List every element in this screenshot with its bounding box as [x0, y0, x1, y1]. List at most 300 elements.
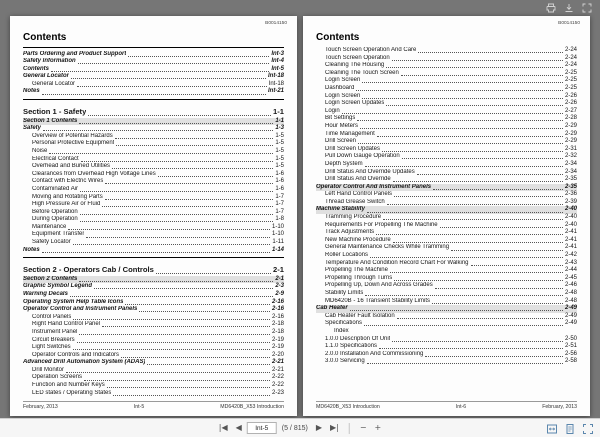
toc-leader-dots: [367, 363, 563, 364]
toc-entry[interactable]: [23, 140, 284, 148]
toc-entry-label: Depth System: [325, 160, 363, 167]
toc-entry-page: 2-25: [564, 69, 577, 76]
toc-leader-dots: [425, 356, 563, 357]
toc-leader-dots: [392, 60, 563, 61]
toc-leader-dots: [73, 319, 270, 320]
toc-entry-page: 2-40: [564, 214, 577, 221]
toc-entry-label: Circuit Breakers: [32, 336, 75, 343]
toc-entry[interactable]: [316, 244, 577, 252]
toc-entry[interactable]: [23, 81, 284, 89]
toc-leader-dots: [376, 234, 563, 235]
toc-entry-page: 2-19: [271, 344, 284, 351]
toc-entry[interactable]: [316, 290, 577, 298]
toc-section-divider: [23, 47, 284, 48]
toc-leader-dots: [367, 212, 563, 213]
toc-entry-label: Contaminated Air: [32, 185, 79, 192]
toc-entry-label: Control Panels: [32, 313, 72, 320]
toc-entry[interactable]: [316, 282, 577, 290]
toc-leader-dots: [49, 153, 273, 154]
toc-leader-dots: [79, 334, 270, 335]
toc-entry-label: Roller Locations: [325, 252, 369, 259]
toc-entry-page: 2-42: [564, 252, 577, 259]
toc-entry-page: 2-31: [564, 145, 577, 152]
toc-entry-page: 2-19: [271, 336, 284, 343]
toc-leader-dots: [383, 219, 563, 220]
toc-entry-label: 2.0.0 Installation And Commissioning: [325, 350, 424, 357]
toc-entry-page: 2-20: [271, 351, 284, 358]
toc-entry-label: General Locator: [23, 73, 70, 80]
toc-leader-dots: [158, 176, 274, 177]
toc-entry[interactable]: [316, 138, 577, 146]
toc-leader-dots: [382, 151, 563, 152]
toc-entry[interactable]: [316, 131, 577, 139]
toc-entry[interactable]: [316, 161, 577, 169]
toc-entry-label: Drill Status And Override Updates: [325, 168, 415, 175]
toc-leader-dots: [121, 357, 270, 358]
toc-entry-label: Parts Ordering and Product Support: [23, 50, 127, 57]
toc-entry[interactable]: [23, 216, 284, 224]
toc-entry[interactable]: [23, 125, 284, 133]
toc-entry-page: 2-28: [564, 115, 577, 122]
toc-entry-label: Operator Control and Instrument Panels: [23, 306, 138, 313]
toc-leader-dots: [113, 395, 270, 396]
toc-entry[interactable]: [23, 58, 284, 66]
toc-entry-label: Login: [325, 107, 340, 114]
single-page-view-icon[interactable]: [564, 422, 576, 434]
toc-leader-dots: [70, 296, 273, 297]
toc-entry[interactable]: [316, 85, 577, 93]
toc-entry-label: Electrical Contact: [32, 155, 79, 162]
toc-entry-page: 1-14: [271, 246, 284, 253]
toc-entry[interactable]: [316, 275, 577, 283]
toc-entry-page: 2-21: [271, 366, 284, 373]
toc-entry-page: 1-1: [273, 107, 284, 117]
toc-entry-label: MD6420B - 16 Transient Stability Limits: [325, 297, 431, 304]
toc-leader-dots: [42, 94, 266, 95]
toc-leader-dots: [397, 318, 563, 319]
toc-entry-page: 2-18: [271, 321, 284, 328]
toc-entry[interactable]: [23, 106, 284, 118]
toc-entry[interactable]: [316, 191, 577, 199]
toc-entry-page: Int-18: [268, 80, 284, 87]
toc-entry[interactable]: [23, 224, 284, 232]
toc-entry[interactable]: [316, 176, 577, 184]
toc-entry-label: Drill Screen Updates: [325, 145, 381, 152]
toc-entry[interactable]: [316, 267, 577, 275]
toc-entry-label: Login Screen: [325, 92, 361, 99]
toc-entry-label: Touch Screen Operation: [325, 54, 390, 61]
toc-entry[interactable]: [23, 299, 284, 307]
prev-page-button[interactable]: ◀: [233, 423, 245, 433]
toc-leader-dots: [362, 82, 563, 83]
toc-entry-label: High Pressure Air or Fluid: [32, 201, 101, 208]
toc-entry-label: Safety Locator: [32, 239, 71, 246]
toc-entry[interactable]: [316, 70, 577, 78]
toc-leader-dots: [440, 227, 563, 228]
toc-entry-page: 2-29: [564, 138, 577, 145]
toc-entry-page: Int-3: [271, 50, 284, 57]
toc-entry-page: Int-21: [267, 88, 284, 95]
toc-entry-page: 2-40: [564, 221, 577, 228]
toc-leader-dots: [94, 288, 273, 289]
toc-entry-label: Overview of Potential Hazards: [32, 132, 113, 139]
toc-entry-label: Touch Screen Operation And Care: [325, 47, 417, 53]
toc-entry-page: 2-32: [564, 153, 577, 160]
toc-leader-dots: [471, 265, 563, 266]
toc-entry[interactable]: [316, 305, 577, 313]
toc-leader-dots: [365, 166, 563, 167]
toc-entry[interactable]: [316, 343, 577, 351]
toc-leader-dots: [79, 123, 273, 124]
toc-entry-label: Propelling Up, Down And Across Grades: [325, 282, 433, 289]
toc-leader-dots: [433, 189, 563, 190]
toc-entry-label: Propelling The Machine: [325, 267, 388, 274]
toc-entry[interactable]: [23, 73, 284, 81]
toc-leader-dots: [125, 304, 270, 305]
toc-entry-label: Drill Screen: [325, 138, 357, 145]
toc-entry-label: Advanced Drill Automation System (ADAS): [23, 359, 146, 366]
fit-page-icon[interactable]: [546, 422, 558, 434]
zoom-in-button[interactable]: +: [372, 423, 385, 433]
toc-entry[interactable]: [23, 186, 284, 194]
toc-entry[interactable]: [316, 351, 577, 359]
toc-entry-page: 2-1: [275, 275, 284, 282]
toc-leader-dots: [102, 206, 273, 207]
toc-entry-label: Temperature And Condition Record Chart For Walking: [325, 259, 469, 266]
toc-entry-page: 2-25: [564, 84, 577, 91]
toc-leader-dots: [387, 204, 563, 205]
toc-entry-label: Section 2 Contents: [23, 275, 78, 282]
toc-entry[interactable]: [23, 367, 284, 375]
toc-entry-label: Index: [334, 327, 349, 334]
toc-entry[interactable]: [316, 55, 577, 63]
toc-entry[interactable]: [23, 352, 284, 360]
toc-entry[interactable]: [316, 62, 577, 70]
toc-entry-page: 2-44: [564, 267, 577, 274]
toc-entry[interactable]: [316, 237, 577, 245]
toc-entry-page: 2-22: [271, 374, 284, 381]
toc-entry[interactable]: [316, 229, 577, 237]
toc-leader-dots: [417, 174, 563, 175]
toc-entry-label: Section 1 - Safety: [23, 107, 87, 117]
toc-entry[interactable]: [316, 199, 577, 207]
toc-entry-page: 1-7: [275, 208, 284, 215]
toc-entry[interactable]: [316, 298, 577, 306]
toc-entry-label: Contents: [23, 65, 49, 72]
toc-entry[interactable]: [316, 169, 577, 177]
toc-leader-dots: [435, 288, 563, 289]
toc-entry-page: 2-3: [275, 283, 284, 290]
toc-entry-page: 2-18: [271, 328, 284, 335]
toc-entry-page: 1-5: [275, 155, 284, 162]
toc-entry-page: 2-21: [271, 359, 284, 366]
toc-entry[interactable]: [23, 231, 284, 239]
toc-entry[interactable]: [23, 209, 284, 217]
toc-entry-page: 2-41: [564, 244, 577, 251]
toc-entry-page: 2-16: [271, 313, 284, 320]
toc-leader-dots: [105, 199, 274, 200]
toc-entry[interactable]: [23, 118, 284, 126]
toc-entry[interactable]: [23, 201, 284, 209]
toc-entry-page: 2-27: [564, 107, 577, 114]
toc-leader-dots: [105, 183, 273, 184]
toc-entry-label: LED states / Operating States: [32, 389, 112, 396]
toc-leader-dots: [79, 281, 273, 282]
toc-entry-label: Safety: [23, 125, 42, 132]
view-mode-controls: [546, 419, 594, 437]
toc-entry[interactable]: [23, 247, 284, 255]
toolbar-divider: [349, 423, 350, 434]
toc-leader-dots: [43, 130, 273, 131]
toc-entry[interactable]: [23, 314, 284, 322]
toc-leader-dots: [115, 138, 274, 139]
toc-entry-label: Cab Heater Fault Isolation: [325, 312, 395, 319]
toc-entry-label: During Operation: [32, 216, 78, 223]
toc-entry-label: Requirements For Propelling The Machine: [325, 221, 438, 228]
toc-leader-dots: [356, 90, 563, 91]
toc-leader-dots: [147, 364, 270, 365]
toc-entry[interactable]: [316, 93, 577, 101]
toc-list-left: [23, 47, 284, 397]
toc-entry-label: New Machine Procedure: [325, 236, 391, 243]
page-title: Contents: [23, 32, 67, 43]
toc-entry[interactable]: [23, 390, 284, 398]
toc-entry-page: 2-46: [564, 282, 577, 289]
toc-entry[interactable]: [316, 77, 577, 85]
toc-entry-label: Warning Decals: [23, 290, 68, 297]
toc-entry[interactable]: [316, 100, 577, 108]
toc-entry[interactable]: [316, 252, 577, 260]
toc-entry-label: Time Management: [325, 130, 375, 137]
next-page-button[interactable]: ▶: [313, 423, 325, 433]
pdf-page-right: [303, 16, 590, 416]
toc-entry-page: 2-24: [564, 54, 577, 61]
toc-entry[interactable]: [316, 108, 577, 116]
toc-entry-label: Tramming Procedure: [325, 214, 382, 221]
toc-entry-page: 2-39: [564, 198, 577, 205]
toc-entry-label: Personal Protective Equipment: [32, 140, 115, 147]
toc-entry[interactable]: [316, 358, 577, 366]
toc-entry[interactable]: [23, 156, 284, 164]
toc-leader-dots: [401, 75, 563, 76]
toc-leader-dots: [71, 78, 266, 79]
toc-entry-page: Int-4: [271, 58, 284, 65]
toc-leader-dots: [77, 342, 270, 343]
toc-leader-dots: [139, 311, 270, 312]
toc-entry[interactable]: [23, 178, 284, 186]
toc-leader-dots: [364, 325, 563, 326]
toc-entry[interactable]: [23, 264, 284, 276]
toc-entry-label: Cleaning The Housing: [325, 62, 385, 69]
toc-entry-label: Cab Heater: [316, 305, 348, 312]
toc-entry-page: 1-10: [271, 223, 284, 230]
toc-entry-page: 2-49: [564, 312, 577, 319]
toc-leader-dots: [66, 372, 270, 373]
toc-leader-dots: [112, 168, 273, 169]
expand-icon[interactable]: [582, 3, 592, 13]
toc-entry-page: 2-34: [564, 168, 577, 175]
toc-entry-page: 2-58: [564, 358, 577, 365]
toc-leader-dots: [80, 191, 273, 192]
toc-leader-dots: [342, 113, 563, 114]
viewer-top-toolbar: [546, 3, 592, 13]
toc-entry[interactable]: [23, 291, 284, 299]
toc-entry[interactable]: [23, 88, 284, 96]
toc-list-right: [316, 47, 577, 366]
toc-entry[interactable]: [23, 148, 284, 156]
toc-entry-label: Right Hand Control Panel: [32, 321, 101, 328]
toc-entry[interactable]: [316, 115, 577, 123]
toc-entry-page: 2-48: [564, 297, 577, 304]
toc-entry-page: 2-49: [564, 305, 577, 312]
toc-entry-label: Moving and Rotating Parts: [32, 193, 103, 200]
last-page-button[interactable]: ▶|: [327, 423, 342, 433]
toc-leader-dots: [432, 303, 563, 304]
toc-entry-page: 2-26: [564, 100, 577, 107]
toc-leader-dots: [81, 161, 274, 162]
toc-entry-page: 2-35: [564, 176, 577, 183]
toc-entry-label: Track Adjustments: [325, 229, 375, 236]
toc-entry[interactable]: [316, 320, 577, 328]
page-navigation: [216, 419, 385, 437]
toc-entry-page: 2-41: [564, 236, 577, 243]
fullscreen-icon[interactable]: [582, 422, 594, 434]
toc-entry[interactable]: [316, 336, 577, 344]
toc-entry-label: Machine Stability: [316, 206, 366, 213]
toc-entry-page: 1-6: [275, 185, 284, 192]
toc-entry[interactable]: [23, 66, 284, 74]
toc-entry-page: 1-5: [275, 163, 284, 170]
toc-entry-page: 1-5: [275, 140, 284, 147]
toc-entry-page: 2-48: [564, 290, 577, 296]
toc-leader-dots: [73, 349, 270, 350]
toc-entry[interactable]: [316, 222, 577, 230]
toc-entry-page: 2-41: [564, 229, 577, 236]
toc-entry-page: 1-6: [275, 178, 284, 185]
toc-entry-label: Function and Number Keys: [32, 382, 105, 389]
toc-entry[interactable]: [23, 276, 284, 284]
page-footer: [316, 401, 577, 411]
toc-entry-page: 2-24: [564, 62, 577, 69]
toc-leader-dots: [394, 196, 563, 197]
toc-leader-dots: [386, 67, 563, 68]
toc-entry-page: 2-29: [564, 130, 577, 137]
toc-leader-dots: [394, 280, 563, 281]
toc-entry[interactable]: [316, 153, 577, 161]
toc-entry[interactable]: [23, 163, 284, 171]
toc-section-divider: [23, 99, 284, 100]
pdf-page-left: [10, 16, 297, 416]
toc-entry[interactable]: [23, 239, 284, 247]
toc-entry-page: 2-34: [564, 160, 577, 167]
toc-entry-page: 2-40: [564, 206, 577, 213]
toc-leader-dots: [393, 181, 563, 182]
toc-entry[interactable]: [316, 47, 577, 55]
toc-leader-dots: [78, 63, 270, 64]
toc-entry-label: Equipment Transfer: [32, 231, 85, 238]
document-number: B0014150: [558, 21, 580, 26]
page-number-input[interactable]: [247, 422, 277, 434]
toc-entry[interactable]: [316, 214, 577, 222]
download-icon[interactable]: [564, 3, 574, 13]
toc-entry-page: 2-50: [564, 335, 577, 342]
toc-entry[interactable]: [23, 337, 284, 345]
toc-entry-page: 1-11: [272, 239, 284, 246]
toc-entry-label: Bit Settings: [325, 115, 356, 122]
toc-entry[interactable]: [316, 260, 577, 268]
toc-entry-label: Operator Controls and Indicators: [32, 351, 120, 358]
toc-entry[interactable]: [23, 306, 284, 314]
toc-entry-label: Notes: [23, 88, 40, 95]
footer-page-number: Int-5: [133, 404, 145, 410]
toc-entry-page: 1-10: [271, 231, 284, 238]
toc-entry[interactable]: [316, 184, 577, 192]
zoom-out-button[interactable]: −: [357, 423, 370, 433]
toc-leader-dots: [357, 120, 563, 121]
footer-date: February, 2013: [542, 404, 577, 410]
toc-section-divider: [23, 257, 284, 258]
first-page-button[interactable]: |◀: [216, 423, 231, 433]
toc-entry[interactable]: [23, 283, 284, 291]
toc-entry-label: Contact with Electric Wires: [32, 178, 104, 185]
toc-entry[interactable]: [23, 374, 284, 382]
toc-leader-dots: [116, 145, 273, 146]
toc-entry[interactable]: [316, 328, 577, 336]
toc-entry-page: Int-5: [271, 65, 284, 72]
viewer-bottom-toolbar: [0, 418, 600, 437]
toc-entry-label: Notes: [23, 246, 40, 253]
toc-leader-dots: [377, 136, 563, 137]
toc-entry-page: 2-45: [564, 274, 577, 281]
toc-entry[interactable]: [23, 321, 284, 329]
toc-entry[interactable]: [23, 344, 284, 352]
toc-entry-label: 3.0.0 Servicing: [325, 358, 365, 365]
toc-entry-page: 2-29: [564, 122, 577, 129]
toc-entry-label: Propelling Through Turns: [325, 274, 393, 281]
toc-entry[interactable]: [23, 382, 284, 390]
toc-entry-label: Section 1 Contents: [23, 117, 78, 124]
toc-entry-page: 1-7: [275, 201, 284, 208]
toc-entry-page: 1-7: [275, 193, 284, 200]
toc-leader-dots: [51, 71, 269, 72]
toc-leader-dots: [451, 250, 563, 251]
toc-entry-label: Dashboard: [325, 84, 355, 91]
toc-entry[interactable]: [316, 123, 577, 131]
footer-date: February, 2013: [23, 404, 58, 410]
toc-entry-label: Noise: [32, 147, 48, 154]
toc-entry[interactable]: [316, 146, 577, 154]
toc-entry[interactable]: [316, 206, 577, 214]
toc-leader-dots: [379, 348, 563, 349]
toc-entry[interactable]: [23, 171, 284, 179]
toc-leader-dots: [107, 387, 270, 388]
toc-entry-label: Safety Information: [23, 58, 76, 65]
toc-entry-page: 2-9: [275, 290, 284, 297]
toc-entry-label: Thread Grease Switch: [325, 198, 385, 205]
toc-entry[interactable]: [23, 133, 284, 141]
toc-entry[interactable]: [23, 194, 284, 202]
toc-entry-page: 1-8: [275, 216, 284, 223]
toc-entry[interactable]: [23, 51, 284, 59]
toc-entry[interactable]: [316, 313, 577, 321]
footer-doc-title: MD6420B_X53 Introduction: [220, 404, 284, 410]
toc-entry-page: 2-25: [564, 77, 577, 84]
toc-entry[interactable]: [23, 329, 284, 337]
toc-leader-dots: [365, 295, 563, 296]
toc-entry[interactable]: [23, 359, 284, 367]
toc-entry-label: 1.0.0 Description Of Unit: [325, 335, 391, 342]
print-icon[interactable]: [546, 3, 556, 13]
